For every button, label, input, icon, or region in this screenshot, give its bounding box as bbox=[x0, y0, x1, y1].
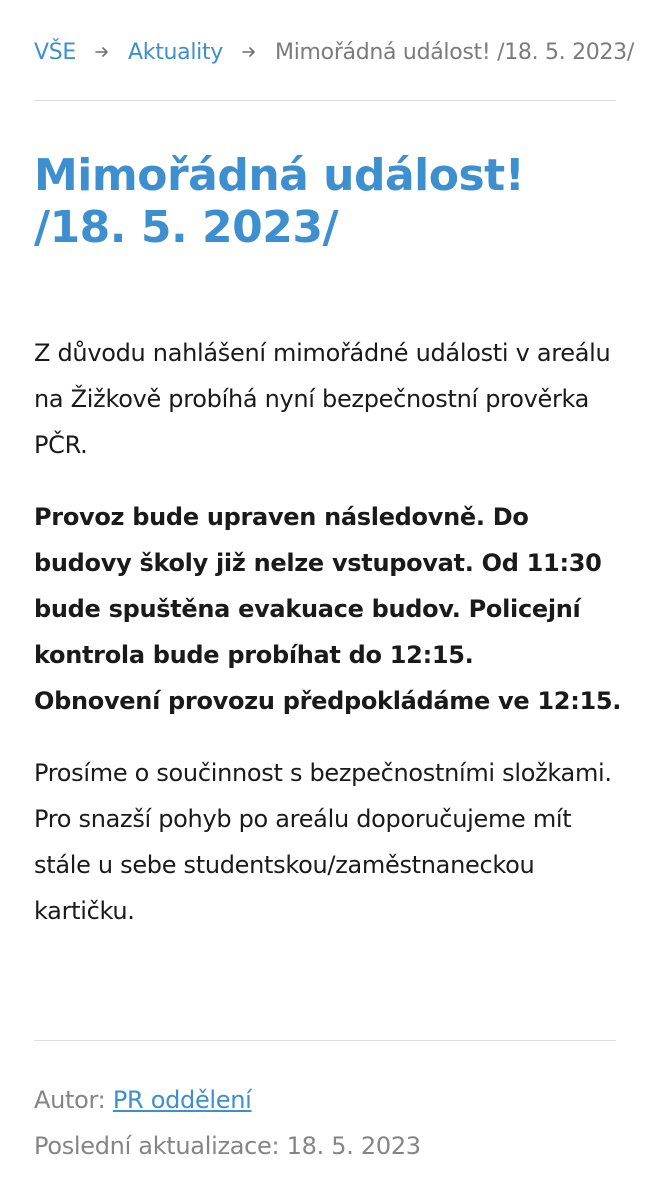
breadcrumb-aktuality-link[interactable]: Aktuality bbox=[128, 39, 224, 65]
article-body bbox=[34, 330, 624, 960]
arrow-right-icon bbox=[95, 46, 109, 58]
updated-date: 18. 5. 2023 bbox=[286, 1132, 421, 1160]
author-line bbox=[34, 1077, 616, 1123]
updated-label: Poslední aktualizace: bbox=[34, 1132, 280, 1160]
article-meta bbox=[34, 1077, 616, 1169]
article-paragraph-intro: Z důvodu nahlášení mimořádné události v areálu na Žižkově probíhá nyní bezpečnostní prověrka PČR. bbox=[34, 339, 611, 459]
author-label: Autor: bbox=[34, 1086, 106, 1114]
notice-restore-text: Obnovení provozu předpokládáme ve 12:15. bbox=[34, 687, 622, 715]
notice-text: Provoz bude upraven následovně. Do budovy školy již nelze vstupovat. Od 11:30 bude spuštěna evakuace budov. Policejní kontrola bude probíhat do 12:15. bbox=[34, 503, 602, 669]
arrow-right-icon bbox=[242, 46, 256, 58]
breadcrumb-home-link[interactable]: VŠE bbox=[34, 39, 77, 65]
article-paragraph-notice bbox=[34, 494, 624, 724]
article-paragraph-request: Prosíme o součinnost s bezpečnostními složkami. Pro snazší pohyb po areálu doporučujeme mít stále u sebe studentskou/zaměstnaneckou kartičku. bbox=[34, 759, 612, 925]
breadcrumb-current: Mimořádná událost! /18. 5. 2023/ bbox=[275, 39, 634, 65]
bottom-divider bbox=[34, 1040, 616, 1041]
breadcrumb bbox=[34, 30, 634, 74]
page-title: Mimořádná událost! /18. 5. 2023/ bbox=[34, 150, 525, 253]
author-link[interactable]: PR oddělení bbox=[112, 1086, 252, 1114]
updated-line bbox=[34, 1123, 616, 1169]
top-divider bbox=[34, 100, 616, 101]
